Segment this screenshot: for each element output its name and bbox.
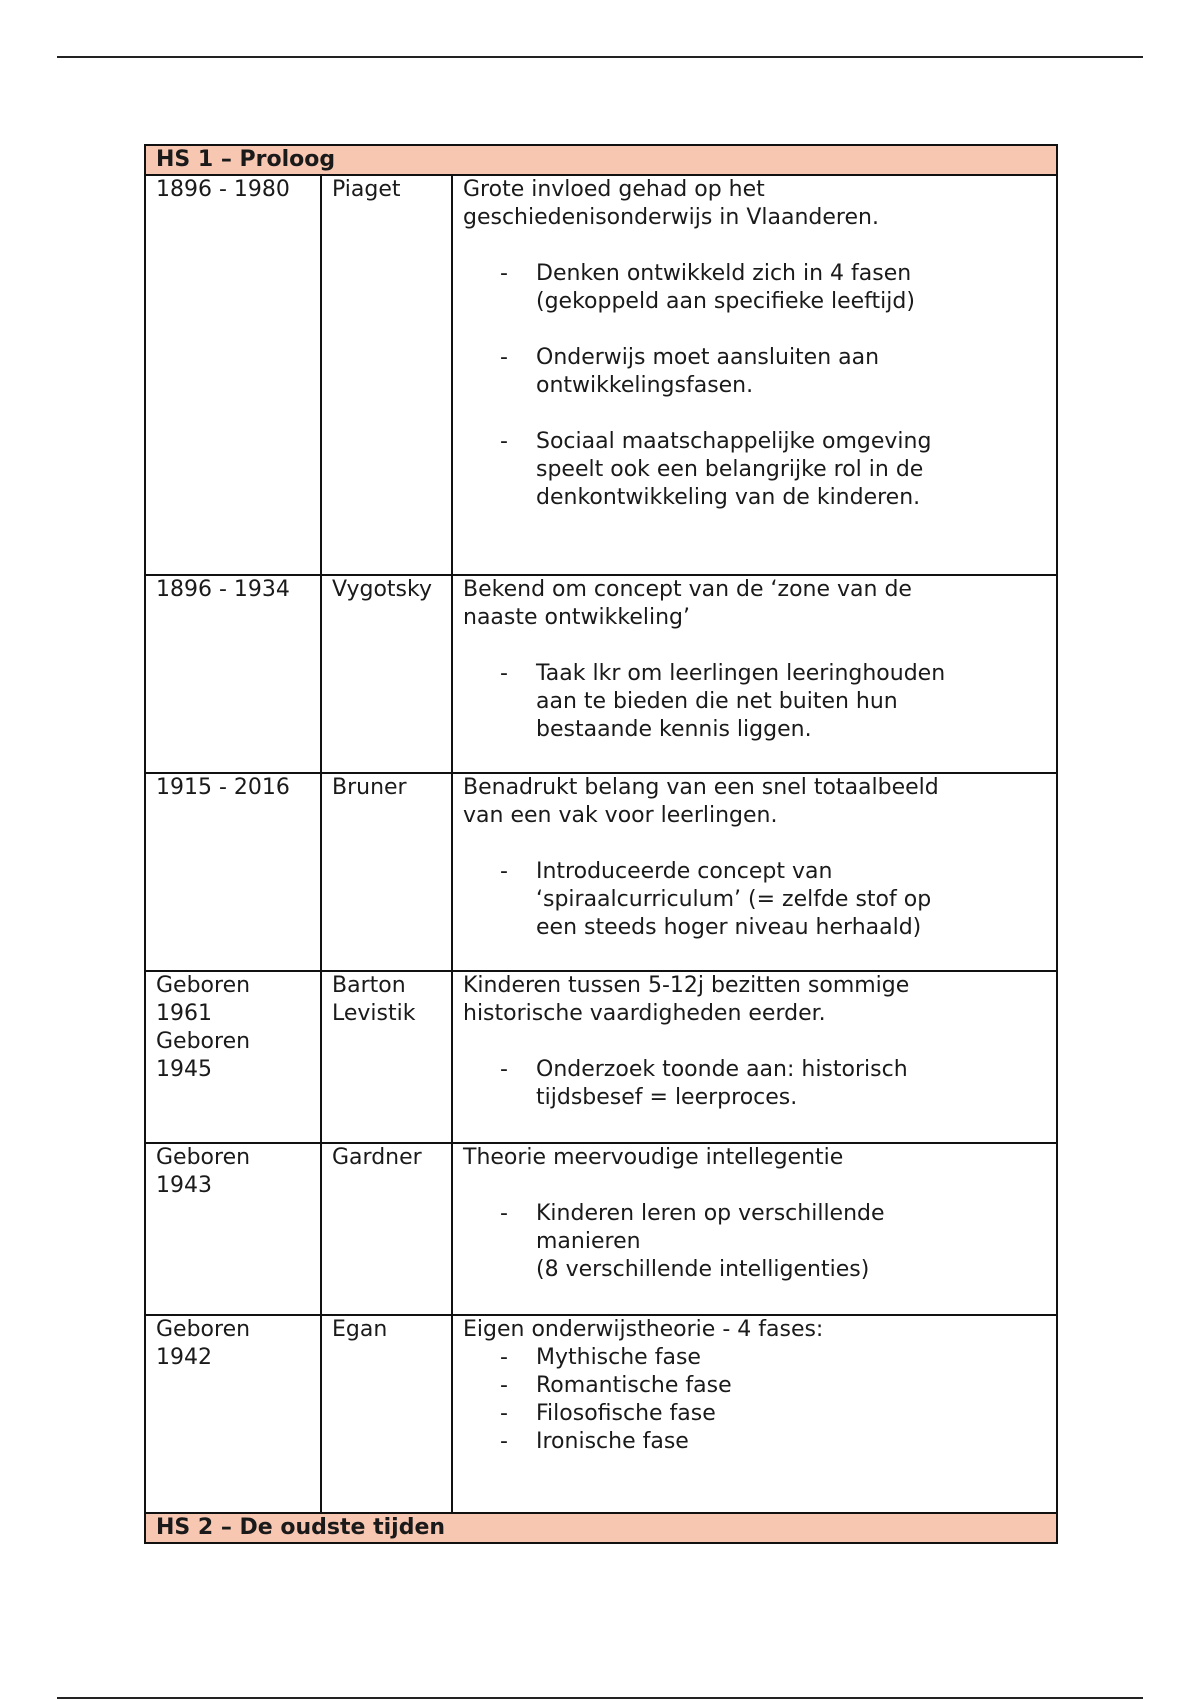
history-table — [144, 144, 1058, 1544]
header-rule — [57, 56, 1143, 58]
bullet-list — [463, 858, 1046, 942]
list-item: - Filosofische fase — [463, 1400, 1046, 1428]
description-intro: Eigen onderwijstheorie - 4 fases: — [463, 1317, 824, 1342]
table-row — [145, 1315, 1057, 1513]
description-intro: Grote invloed gehad op het geschiedenisonderwijs in Vlaanderen. — [463, 177, 879, 230]
bullet-list — [463, 260, 1046, 512]
name-cell: Gardner — [321, 1143, 452, 1315]
table-row — [145, 971, 1057, 1143]
years-cell: Geboren 1943 — [145, 1143, 321, 1315]
table-row — [145, 175, 1057, 575]
description-cell — [452, 1315, 1057, 1513]
table-row — [145, 575, 1057, 773]
list-item: - Romantische fase — [463, 1372, 1046, 1400]
list-item: - Taak lkr om leerlingen leeringhouden aan te bieden die net buiten hun bestaande kennis liggen. — [463, 660, 1046, 744]
list-item: - Kinderen leren op verschillende manieren (8 verschillende intelligenties) — [463, 1200, 1046, 1284]
list-item: - Onderzoek toonde aan: historisch tijdsbesef = leerproces. — [463, 1056, 1046, 1112]
list-item: - Denken ontwikkeld zich in 4 fasen (gekoppeld aan specifieke leeftijd) — [463, 260, 1046, 316]
bullet-list — [463, 1200, 1046, 1284]
years-cell: 1915 - 2016 — [145, 773, 321, 971]
name-cell: Barton Levistik — [321, 971, 452, 1143]
description-intro: Theorie meervoudige intellegentie — [463, 1145, 844, 1170]
section-header-hs2 — [145, 1513, 1057, 1543]
list-item: - Onderwijs moet aansluiten aan ontwikkelingsfasen. — [463, 344, 1046, 400]
section-header-hs1 — [145, 145, 1057, 175]
list-item: - Ironische fase — [463, 1428, 1046, 1456]
years-cell: 1896 - 1980 — [145, 175, 321, 575]
description-cell — [452, 773, 1057, 971]
table-row — [145, 773, 1057, 971]
description-intro: Bekend om concept van de ‘zone van de naaste ontwikkeling’ — [463, 577, 912, 630]
name-cell: Vygotsky — [321, 575, 452, 773]
footer-rule — [57, 1697, 1143, 1699]
bullet-list — [463, 1344, 1046, 1456]
description-cell — [452, 1143, 1057, 1315]
description-cell — [452, 971, 1057, 1143]
description-intro: Kinderen tussen 5-12j bezitten sommige historische vaardigheden eerder. — [463, 973, 910, 1026]
name-cell: Piaget — [321, 175, 452, 575]
years-cell: Geboren 1942 — [145, 1315, 321, 1513]
table-row — [145, 1143, 1057, 1315]
description-cell — [452, 575, 1057, 773]
list-item: - Introduceerde concept van ‘spiraalcurriculum’ (= zelfde stof op een steeds hoger niveau herhaald) — [463, 858, 1046, 942]
description-intro: Benadrukt belang van een snel totaalbeeld van een vak voor leerlingen. — [463, 775, 939, 828]
list-item: - Mythische fase — [463, 1344, 1046, 1372]
name-cell: Egan — [321, 1315, 452, 1513]
list-item: - Sociaal maatschappelijke omgeving speelt ook een belangrijke rol in de denkontwikkeling van de kinderen. — [463, 428, 1046, 512]
years-cell: 1896 - 1934 — [145, 575, 321, 773]
years-cell: Geboren 1961 Geboren 1945 — [145, 971, 321, 1143]
description-cell — [452, 175, 1057, 575]
name-cell: Bruner — [321, 773, 452, 971]
section-title: HS 1 – Proloog — [145, 145, 1057, 175]
bullet-list — [463, 660, 1046, 744]
bullet-list — [463, 1056, 1046, 1112]
section-title: HS 2 – De oudste tijden — [145, 1513, 1057, 1543]
